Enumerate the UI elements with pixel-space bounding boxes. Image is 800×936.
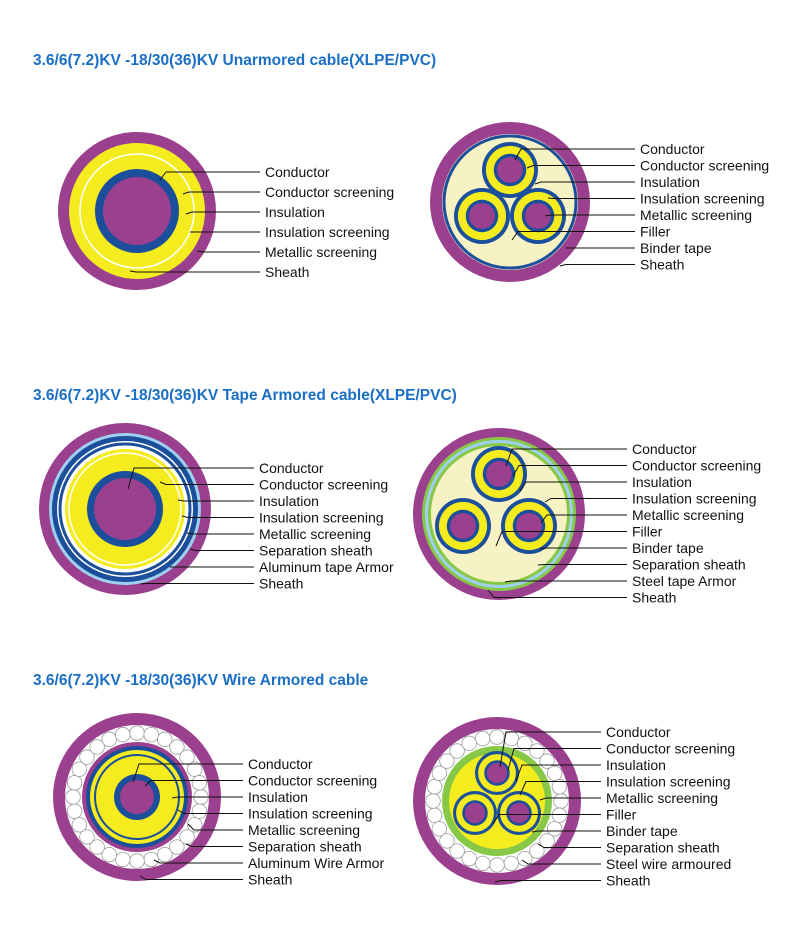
- label-conductor-screening: Conductor screening: [640, 157, 770, 174]
- wire-armored-three-core-cable: [413, 717, 735, 889]
- label-insulation-screening: Insulation screening: [640, 190, 765, 207]
- tape-armored-single-core-cable: [39, 423, 394, 595]
- label-filler: Filler: [640, 223, 671, 240]
- armour-wire: [157, 847, 172, 862]
- label-separation-sheath: Separation sheath: [606, 839, 720, 856]
- label-sheath: Sheath: [265, 264, 310, 280]
- core-3-conductor: [516, 513, 542, 539]
- label-aluminum-tape-armor: Aluminum tape Armor: [259, 559, 394, 575]
- armour-wire: [144, 852, 159, 867]
- label-sheath: Sheath: [606, 872, 651, 889]
- label-sheath: Sheath: [259, 575, 304, 592]
- leader-line: [140, 584, 254, 585]
- label-filler: Filler: [632, 523, 663, 540]
- armour-wire: [490, 858, 505, 873]
- leader-line: [560, 265, 635, 267]
- armour-wire: [130, 854, 145, 869]
- label-filler: Filler: [606, 806, 637, 823]
- label-insulation: Insulation: [259, 493, 319, 509]
- label-binder-tape: Binder tape: [632, 540, 704, 556]
- armour-wire: [130, 726, 145, 741]
- armour-wire: [67, 804, 82, 819]
- label-conductor-screening: Conductor screening: [265, 184, 395, 200]
- label-insulation-screening: Insulation screening: [606, 773, 731, 790]
- label-insulation-screening: Insulation screening: [265, 224, 390, 240]
- label-metallic-screening: Metallic screening: [606, 790, 719, 806]
- label-conductor: Conductor: [259, 460, 324, 476]
- label-conductor: Conductor: [632, 441, 697, 457]
- label-insulation: Insulation: [640, 174, 700, 190]
- core-2-conductor: [450, 513, 476, 539]
- label-insulation: Insulation: [265, 204, 325, 220]
- armour-wire: [475, 856, 490, 871]
- armour-wire: [72, 817, 87, 832]
- label-sheath: Sheath: [632, 589, 677, 606]
- wire-armored-single-core-cable: [53, 713, 384, 888]
- core-1-conductor: [497, 157, 523, 183]
- label-separation-sheath: Separation sheath: [248, 838, 362, 855]
- label-conductor: Conductor: [606, 724, 671, 740]
- unarmored-single-core-cable: [58, 132, 394, 290]
- core-2-conductor: [465, 803, 485, 823]
- label-sheath: Sheath: [640, 256, 685, 273]
- label-insulation: Insulation: [632, 474, 692, 490]
- label-insulation: Insulation: [248, 789, 308, 805]
- armour-wire: [552, 808, 567, 823]
- label-binder-tape: Binder tape: [606, 823, 678, 839]
- section-title-wire-armored: 3.6/6(7.2)KV -18/30(36)KV Wire Armored cable: [33, 672, 369, 689]
- armour-wire: [547, 766, 562, 781]
- leader-line: [197, 251, 260, 252]
- label-conductor-screening: Conductor screening: [259, 476, 389, 493]
- label-metallic-screening: Metallic screening: [259, 526, 372, 542]
- section-title-tape-armored: 3.6/6(7.2)KV -18/30(36)KV Tape Armored cable(XLPE/PVC): [33, 387, 457, 404]
- label-separation-sheath: Separation sheath: [259, 542, 373, 559]
- label-metallic-screening: Metallic screening: [640, 207, 753, 223]
- core-1-conductor: [487, 763, 507, 783]
- armour-wire: [504, 856, 519, 871]
- armour-wire: [432, 821, 447, 836]
- label-insulation-screening: Insulation screening: [632, 490, 757, 507]
- label-insulation-screening: Insulation screening: [248, 805, 373, 822]
- label-metallic-screening: Metallic screening: [632, 507, 745, 523]
- label-conductor-screening: Conductor screening: [606, 740, 736, 757]
- armour-wire: [427, 808, 442, 823]
- armour-wire: [66, 790, 81, 805]
- armour-wire: [67, 775, 82, 790]
- core-3-conductor: [509, 803, 529, 823]
- section-title-unarmored: 3.6/6(7.2)KV -18/30(36)KV Unarmored cable(XLPE/PVC): [33, 52, 437, 69]
- armour-wire: [192, 775, 207, 790]
- label-conductor-screening: Conductor screening: [632, 457, 762, 474]
- conductor: [120, 780, 154, 814]
- armour-wire: [427, 779, 442, 794]
- armour-wire: [192, 804, 207, 819]
- label-steel-tape-armor: Steel tape Armor: [632, 573, 737, 589]
- armour-wire: [144, 727, 159, 742]
- armour-wire: [475, 731, 490, 746]
- core-2-conductor: [469, 203, 495, 229]
- label-metallic-screening: Metallic screening: [248, 822, 361, 838]
- armour-wire: [490, 730, 505, 745]
- conductor: [94, 478, 156, 540]
- label-sheath: Sheath: [248, 871, 293, 888]
- unarmored-three-core-cable: [430, 122, 769, 282]
- tape-armored-three-core-cable: [413, 428, 761, 606]
- armour-wire: [554, 794, 569, 809]
- conductor: [103, 177, 171, 245]
- label-binder-tape: Binder tape: [640, 240, 712, 256]
- leader-line: [538, 565, 627, 566]
- armour-wire: [115, 852, 130, 867]
- label-aluminum-wire-armor: Aluminum Wire Armor: [248, 855, 385, 871]
- label-insulation: Insulation: [606, 757, 666, 773]
- armour-wire: [115, 727, 130, 742]
- label-conductor: Conductor: [265, 164, 330, 180]
- label-insulation-screening: Insulation screening: [259, 509, 384, 526]
- label-metallic-screening: Metallic screening: [265, 244, 378, 260]
- armour-wire: [462, 736, 477, 751]
- label-separation-sheath: Separation sheath: [632, 556, 746, 573]
- label-conductor: Conductor: [640, 141, 705, 157]
- label-conductor: Conductor: [248, 756, 313, 772]
- armour-wire: [426, 794, 441, 809]
- label-conductor-screening: Conductor screening: [248, 772, 378, 789]
- leader-line: [548, 198, 635, 199]
- core-1-conductor: [486, 461, 512, 487]
- armour-wire: [102, 732, 117, 747]
- label-steel-wire-armoured: Steel wire armoured: [606, 856, 732, 872]
